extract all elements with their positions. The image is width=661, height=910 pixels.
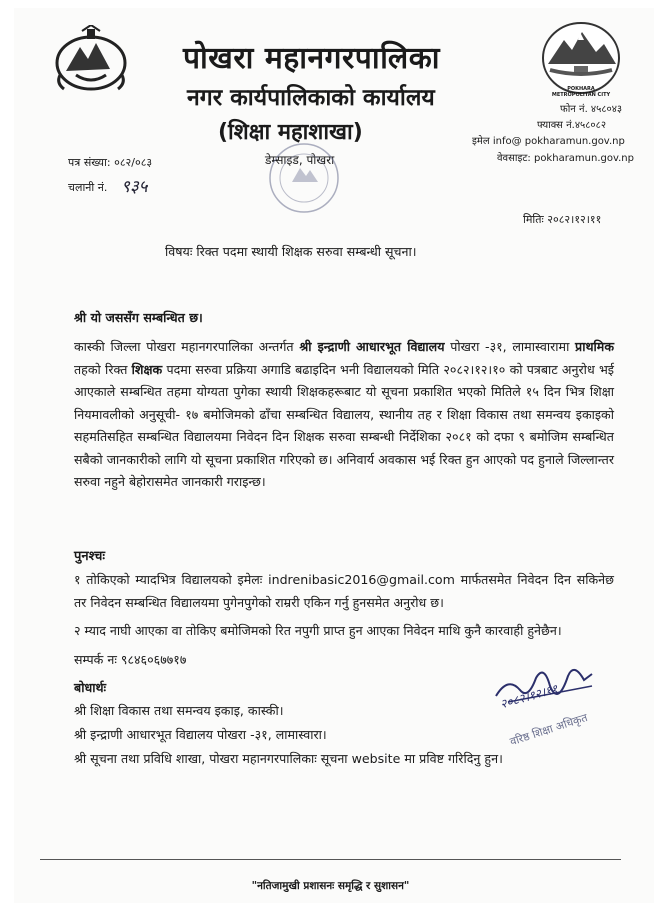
signature-date: २०८२।१२।११ bbox=[498, 681, 560, 712]
salutation: श्री यो जससँग सम्बन्धित छ। bbox=[74, 310, 203, 325]
org-name: पोखरा महानगरपालिका bbox=[183, 41, 441, 76]
postscript-item-2: २ म्याद नाघी आएका वा तोकिए बमोजिमको रित नपुगी प्राप्त हुन आएका निवेदन माथि कुनै कारवाही हुनेछैन। bbox=[74, 623, 562, 638]
main-paragraph: कास्की जिल्ला पोखरा महानगरपालिका अन्तर्गत श्री इन्द्राणी आधारभूत विद्यालय पोखरा -३१, लामास्वारामा प्राथमिक तहको रिक्त शिक्षक पदमा सरुवा प्रक्रिया अगाडि बढाइदिन भनी विद्यालयको मिति २०८२।१२।१० को पत्रबाट अनुरोध भई आएकाले सम्बन्धित तहमा योग्यता पुगेका स्थायी शिक्षकहरूबाट यो सूचना प्रकाशित भएको मितिले १५ दिन भित्र शिक्षा नियमावलीको अनुसूची- १७ बमोजिमको ढाँचा सम्बन्धित विद्यालय, स्थानीय तह र शिक्षा विकास तथा समन्वय इकाइको सहमतिसहित सम्बन्धित विद्यालयमा निवेदन दिन शिक्षक सरुवा सम्बन्धी निर्देशिका २०८१ को दफा ९ बमोजिम सम्बन्धित सबैको जानकारीको लागि यो सूचना प्रकाशित गरिएको छ। अनिवार्य अवकास भई रिक्त हुन आएको पद हुनाले जिल्लान्तर सरुवा नहुने बेहोरासमेत जानकारी गराइन्छ। bbox=[74, 339, 614, 489]
cc-item-1: श्री शिक्षा विकास तथा समन्वय इकाइ, कास्की। bbox=[74, 703, 284, 718]
phone-number: फोन नं. ४५८०४३ bbox=[560, 104, 623, 115]
nepal-emblem-logo bbox=[52, 25, 130, 97]
email-address: इमेल info@ pokharamun.gov.np bbox=[472, 136, 625, 147]
office-stamp bbox=[258, 138, 350, 218]
footer-motto: "नतिजामुखी प्रशासनः समृद्धि र सुशासन" bbox=[251, 880, 410, 892]
postscript-item-1: १ तोकिएको म्यादभित्र विद्यालयको इमेलः indrenibasic2016@gmail.com मार्फतसमेत निवेदन दिन सकिनेछ तर निवेदन सम्बन्धित विद्यालयमा पुगेनपुगेको राम्ररी एकिन गर्नु हुनसमेत अनुरोध छ। bbox=[74, 572, 614, 610]
right-logo-caption: POKHARA METROPOLITAN CITY bbox=[551, 86, 611, 98]
pokhara-metro-logo bbox=[540, 20, 622, 96]
contact-number: सम्पर्क नः ९८४६०६७७१७ bbox=[74, 652, 187, 667]
fax-number: फ्याक्स नं.४५८०८२ bbox=[537, 120, 607, 131]
letter-number: पत्र संख्या: ०८२/०८३ bbox=[68, 156, 153, 169]
level-name: प्राथमिक bbox=[575, 339, 614, 354]
school-name: श्री इन्द्राणी आधारभूत विद्यालय bbox=[299, 339, 445, 354]
cc-item-3: श्री सूचना तथा प्रविधि शाखा, पोखरा महानगरपालिकाः सूचना website मा प्रविष्ट गरिदिनु हुन। bbox=[74, 751, 503, 766]
officer-designation-stamp: वरिष्ठ शिक्षा अधिकृत bbox=[508, 710, 590, 749]
footer-divider bbox=[40, 859, 621, 860]
office-name: नगर कार्यपालिकाको कार्यालय bbox=[187, 85, 435, 111]
cc-item-2: श्री इन्द्राणी आधारभूत विद्यालय पोखरा -३१, लामास्वारा। bbox=[74, 727, 327, 742]
cc-heading: बोधार्थः bbox=[74, 680, 107, 695]
post-name: शिक्षक bbox=[131, 361, 163, 377]
division-name: (शिक्षा महाशाखा) bbox=[218, 120, 363, 145]
website-address: वेवसाइट: pokharamun.gov.np bbox=[497, 153, 634, 164]
postscript-heading: पुनश्चः bbox=[74, 549, 106, 564]
dispatch-label: चलानी नं. bbox=[68, 181, 108, 194]
office-address: डेम्साइड, पोखरा bbox=[265, 153, 335, 167]
letter-date: मितिः २०८२।१२।११ bbox=[523, 213, 602, 226]
subject-line: विषयः रिक्त पदमा स्थायी शिक्षक सरुवा सम्बन्धी सूचना। bbox=[165, 244, 417, 259]
dispatch-number: ९३५ bbox=[121, 177, 148, 197]
